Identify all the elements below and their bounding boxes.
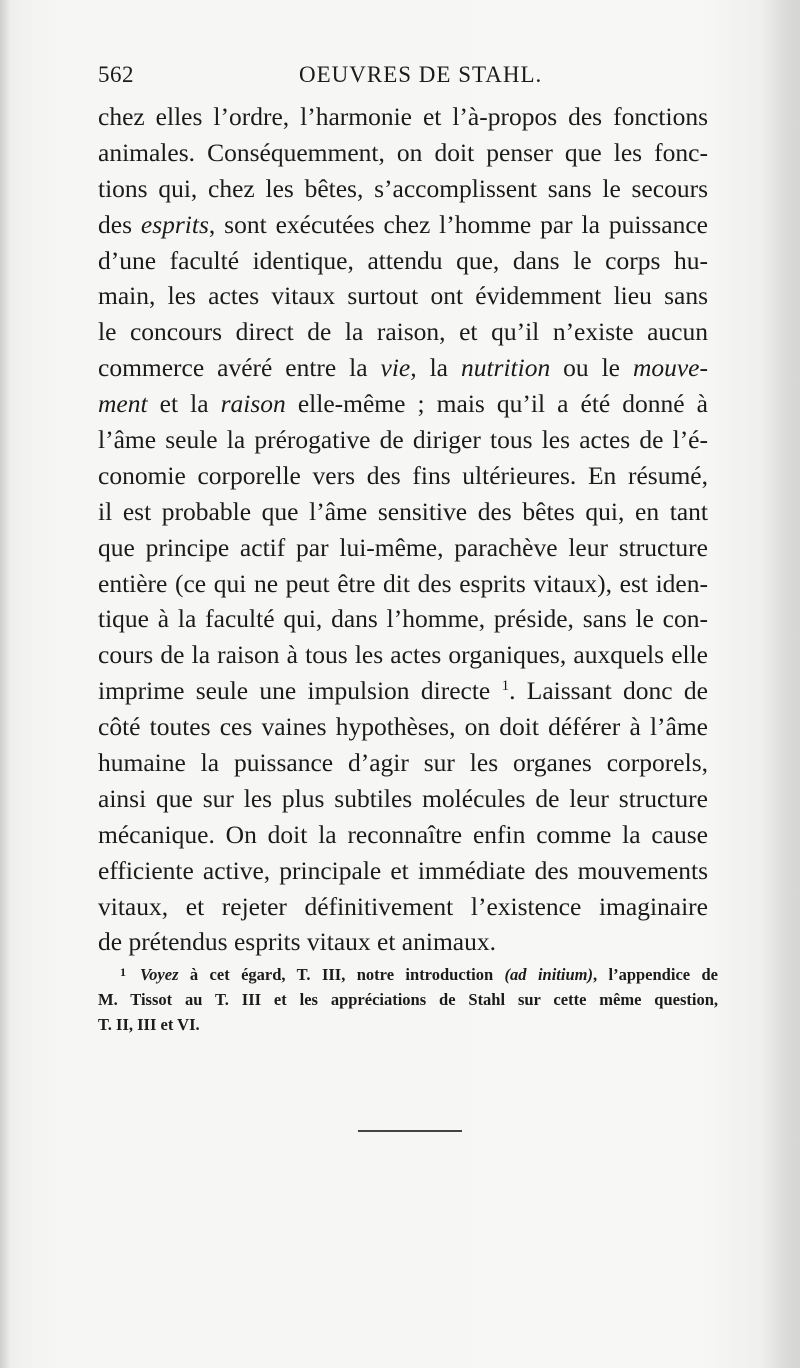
text-line: cours de la raison à tous les actes organiques, auxquels elle xyxy=(98,640,708,670)
italic-term: raison xyxy=(220,389,286,419)
text-line: chez elles l’ordre, l’harmonie et l’à-propos des fonctions xyxy=(98,102,708,131)
footnote-line: T. II, III et VI. xyxy=(98,1015,200,1034)
footnote-ref: 1 xyxy=(501,678,510,695)
text-line: commerce avéré entre la vie, la nutrition ou le mouve- xyxy=(98,353,708,383)
page-edge-shadow-right xyxy=(760,0,800,1368)
page-number: 562 xyxy=(98,62,134,87)
text-line: ainsi que sur les plus subtiles molécules de leur structure xyxy=(98,783,708,813)
running-head xyxy=(98,60,708,96)
body-text xyxy=(98,99,708,960)
text-line: main, les actes vitaux surtout ont évidemment lieu sans xyxy=(98,281,708,311)
footnote-line: $^1$ Voyez à cet égard, T. III, notre introduction (ad initium), l’appendice de xyxy=(120,965,718,984)
text-line: côté toutes ces vaines hypothèses, on doit déférer à l’âme xyxy=(98,712,708,742)
text-line: vitaux, et rejeter définitivement l’existence imaginaire xyxy=(98,891,708,921)
footnote xyxy=(98,960,718,1037)
italic-term: ment xyxy=(98,389,148,419)
text-line: imprime seule une impulsion directe $^1$. Laissant donc de xyxy=(98,676,708,706)
text-line: que principe actif par lui-même, parachève leur structure xyxy=(98,532,708,562)
text-line: le concours direct de la raison, et qu’il n’existe aucun xyxy=(98,317,708,347)
text-line: humaine la puissance d’agir sur les organes corporels, xyxy=(98,748,708,778)
text-line: mécanique. On doit la reconnaître enfin comme la cause xyxy=(98,819,708,849)
italic-term: vie, xyxy=(380,353,417,383)
end-rule xyxy=(358,1130,462,1132)
footnote-marker: 1 xyxy=(120,965,126,979)
italic-term: mouve- xyxy=(632,353,708,383)
italic-term: Voyez xyxy=(140,965,179,984)
text-line: des esprits, sont exécutées chez l’homme par la puissance xyxy=(98,209,708,239)
text-line: il est probable que l’âme sensitive des bêtes qui, en tant xyxy=(98,496,708,526)
footnote-line: M. Tissot au T. III et les appréciations de Stahl sur cette même question, xyxy=(98,990,718,1009)
text-line: d’une faculté identique, attendu que, dans le corps hu- xyxy=(98,245,708,275)
text-line: tions qui, chez les bêtes, s’accomplissent sans le secours xyxy=(98,173,708,203)
text-line: l’âme seule la prérogative de diriger tous les actes de l’é- xyxy=(98,425,708,455)
text-line: tique à la faculté qui, dans l’homme, préside, sans le con- xyxy=(98,604,708,634)
italic-term: esprits xyxy=(140,209,209,239)
italic-term: nutrition xyxy=(460,353,551,383)
text-line: ment et la raison elle-même ; mais qu’il a été donné à xyxy=(98,389,709,419)
text-line: animales. Conséquemment, on doit penser que les fonc- xyxy=(98,137,708,167)
text-line: conomie corporelle vers des fins ultérieures. En résumé, xyxy=(98,460,708,490)
text-line: entière (ce qui ne peut être dit des esprits vitaux), est iden- xyxy=(98,568,708,598)
text-line: de prétendus esprits vitaux et animaux. xyxy=(98,927,496,957)
running-title: OEUVRES DE STAHL. xyxy=(299,62,543,87)
page-edge-shadow-left xyxy=(0,0,10,1368)
italic-term: (ad initium) xyxy=(504,965,593,984)
text-line: efficiente active, principale et immédiate des mouvements xyxy=(98,855,708,885)
